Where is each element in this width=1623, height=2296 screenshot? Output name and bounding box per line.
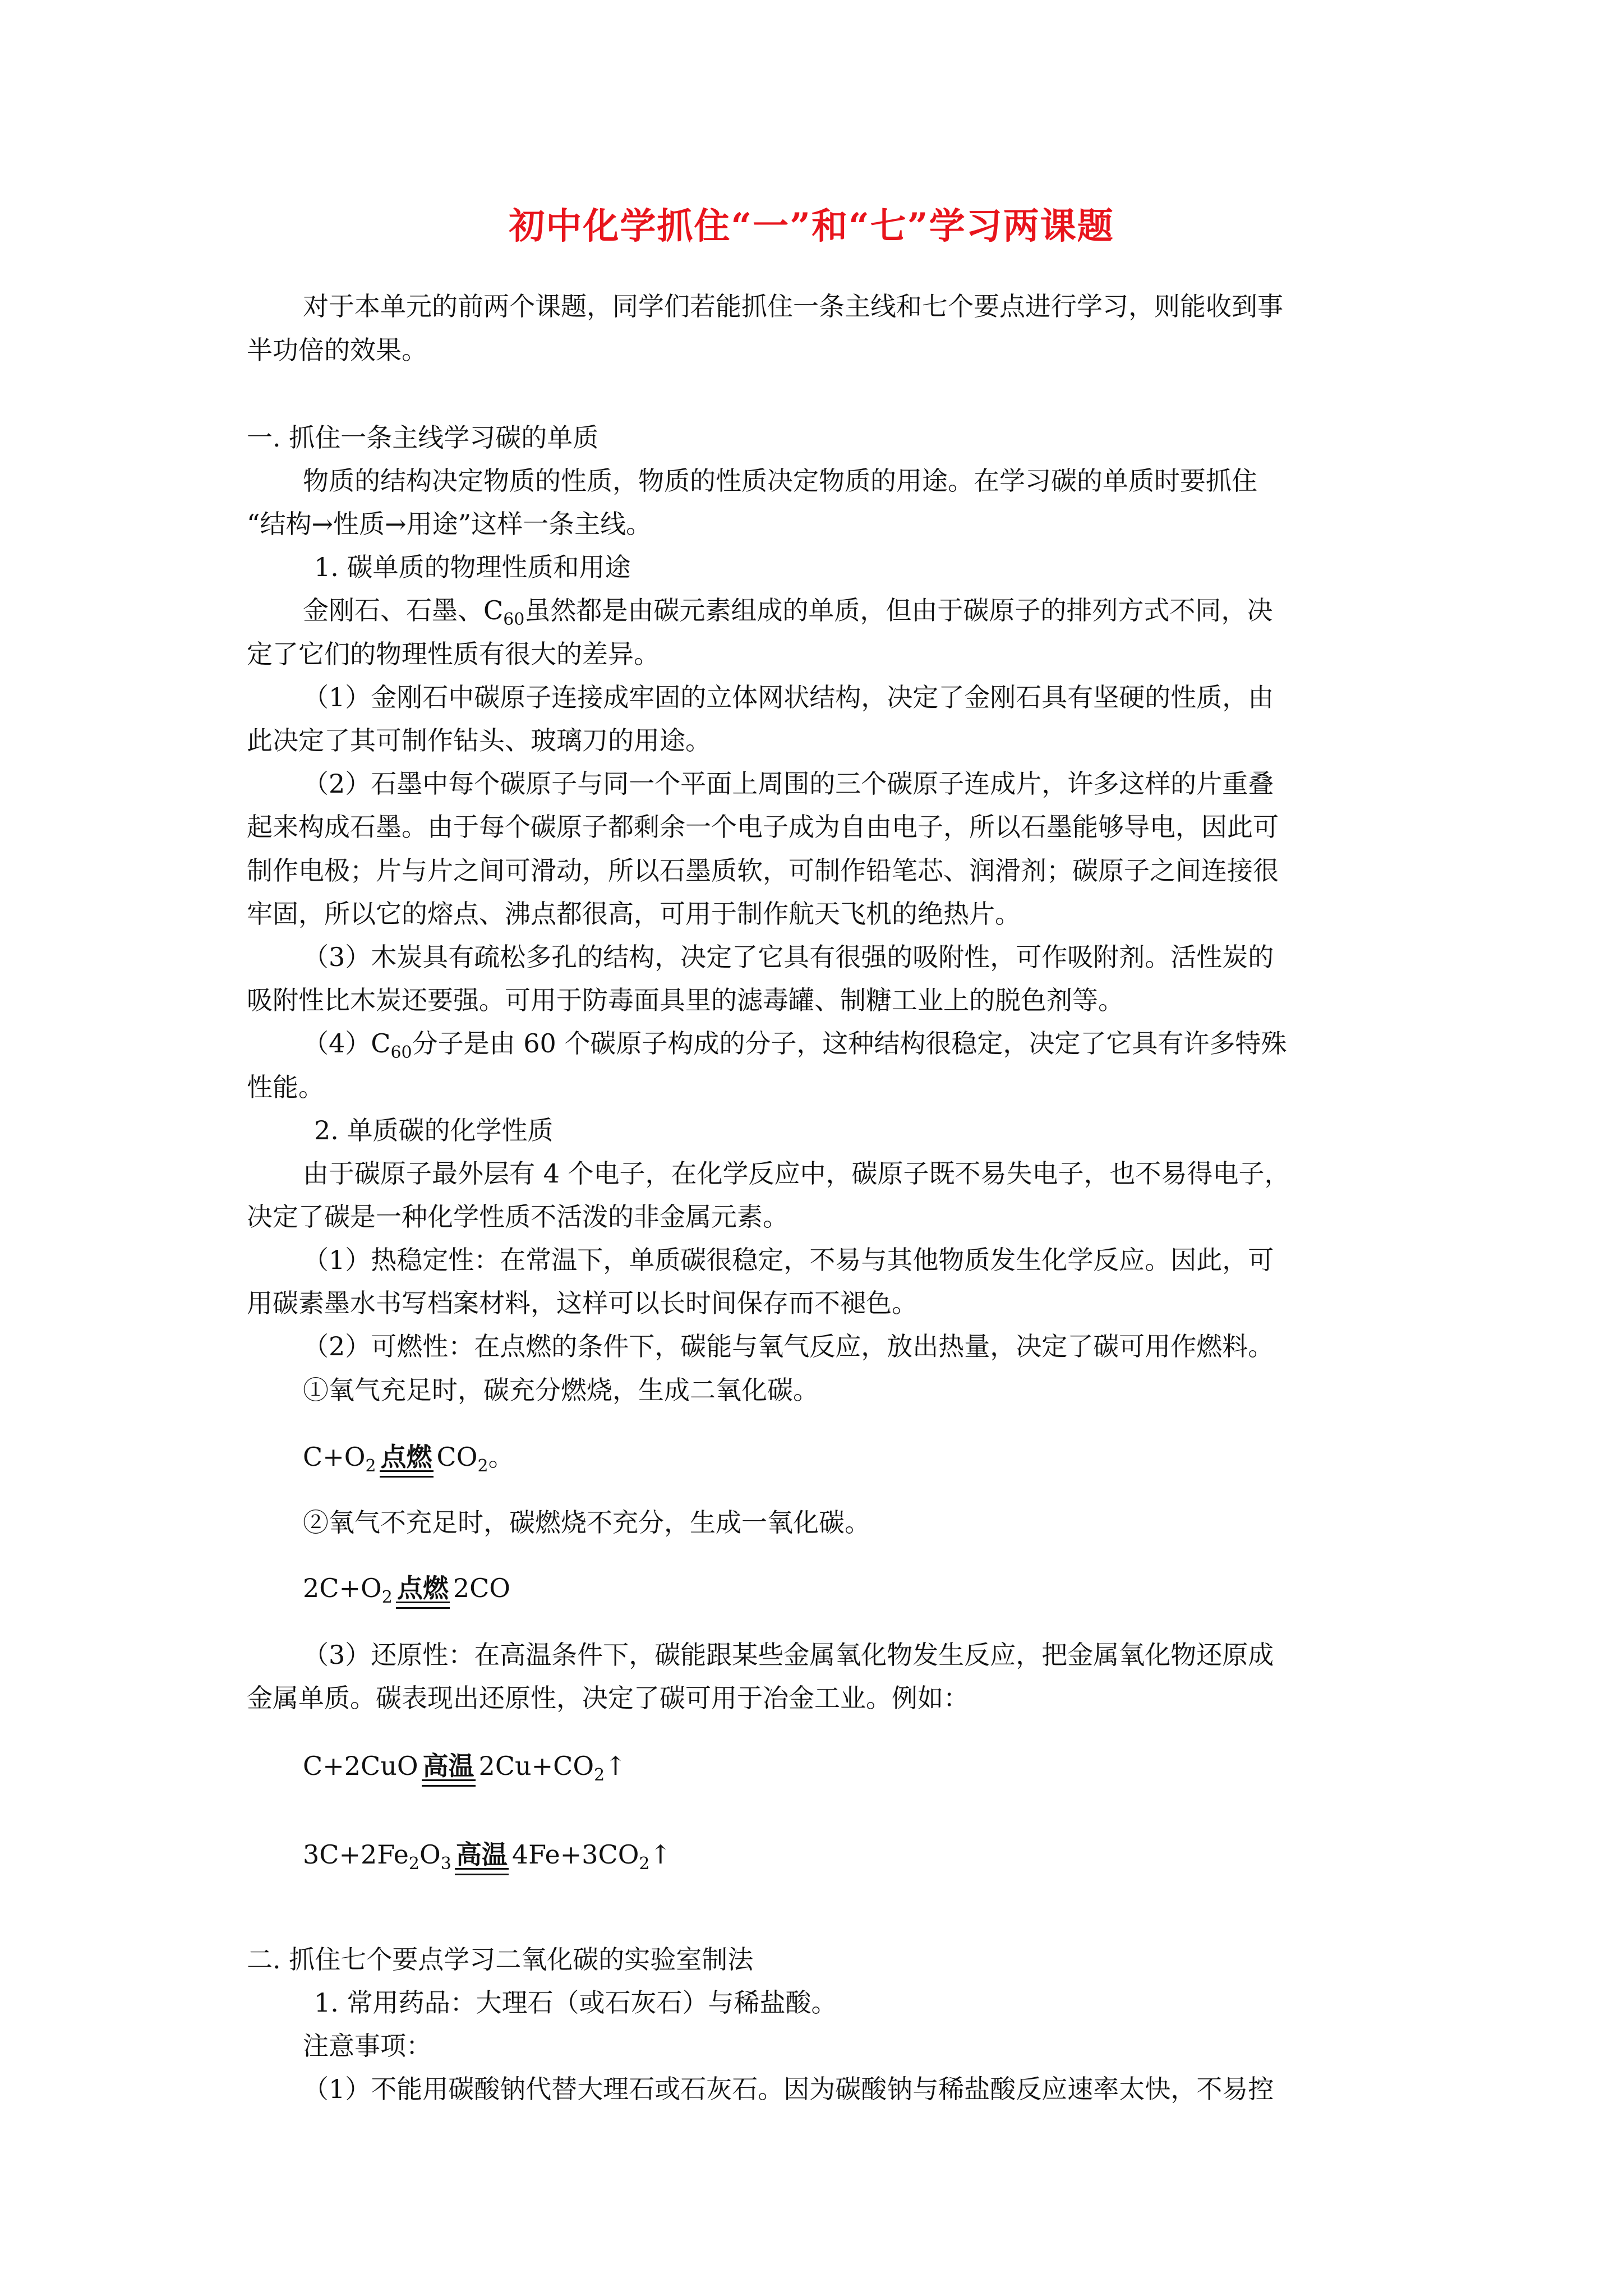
paragraph-line: $(4)C_{60}$分子是由 60 个碳原子构成的分子，这种结构很稳定，决定了它具有许多特殊 bbox=[303, 1028, 1287, 1062]
paragraph-line: （1）金刚石中碳原子连接成牢固的立体网状结构，决定了金刚石具有坚硬的性质，由 bbox=[303, 682, 1274, 712]
paragraph-line: 吸附性比木炭还要强。可用于防毒面具里的滤毒罐、制糖工业上的脱色剂等。 bbox=[247, 985, 1124, 1015]
paragraph-line: 由于碳原子最外层有 4 个电子，在化学反应中，碳原子既不易失电子，也不易得电子， bbox=[303, 1158, 1290, 1189]
section1-heading: 一. 抓住一条主线学习碳的单质 bbox=[247, 422, 599, 453]
subsection-heading: 1. 碳单质的物理性质和用途 bbox=[314, 552, 631, 582]
subsection-heading: 2. 单质碳的化学性质 bbox=[314, 1115, 554, 1145]
subsection-heading: 1. 常用药品：大理石（或石灰石）与稀盐酸。 bbox=[314, 1987, 837, 2018]
reaction-condition: 点燃 bbox=[396, 1573, 449, 1603]
chemical-equation: $2C+O_2$ 点燃 2CO bbox=[303, 1573, 510, 1607]
paragraph-line: （2）可燃性：在点燃的条件下，碳能与氧气反应，放出热量，决定了碳可用作燃料。 bbox=[303, 1331, 1274, 1361]
paragraph-line: 用碳素墨水书写档案材料，这样可以长时间保存而不褪色。 bbox=[247, 1288, 917, 1318]
paragraph-line: （2）石墨中每个碳原子与同一个平面上周围的三个碳原子连成片，许多这样的片重叠 bbox=[303, 769, 1274, 799]
paragraph-line: 物质的结构决定物质的性质，物质的性质决定物质的用途。在学习碳的单质时要抓住 bbox=[303, 466, 1257, 496]
paragraph-line: （3）木炭具有疏松多孔的结构，决定了它具有很强的吸附性，可作吸附剂。活性炭的 bbox=[303, 942, 1274, 972]
reaction-condition: 高温 bbox=[455, 1839, 508, 1870]
intro-line: 对于本单元的前两个课题，同学们若能抓住一条主线和七个要点进行学习，则能收到事 bbox=[303, 291, 1283, 321]
paragraph-line: 注意事项： bbox=[303, 2031, 432, 2061]
paragraph-line: 金属单质。碳表现出还原性，决定了碳可用于冶金工业。例如： bbox=[247, 1683, 969, 1713]
paragraph-line: 起来构成石墨。由于每个碳原子都剩余一个电子成为自由电子，所以石墨能够导电，因此可 bbox=[247, 812, 1279, 842]
paragraph-line: （3）还原性：在高温条件下，碳能跟某些金属氧化物发生反应，把金属氧化物还原成 bbox=[303, 1640, 1274, 1670]
paragraph-line: （1）热稳定性：在常温下，单质碳很稳定，不易与其他物质发生化学反应。因此，可 bbox=[303, 1245, 1274, 1275]
list-item: ②氧气不充足时，碳燃烧不充分，生成一氧化碳。 bbox=[303, 1507, 870, 1538]
reaction-condition: 高温 bbox=[422, 1751, 474, 1781]
paragraph-line: 牢固，所以它的熔点、沸点都很高，可用于制作航天飞机的绝热片。 bbox=[247, 899, 1021, 929]
chemical-equation: C+2CuO 高温 $2Cu+CO_2↑$ bbox=[303, 1751, 626, 1785]
list-item: ①氧气充足时，碳充分燃烧，生成二氧化碳。 bbox=[303, 1375, 819, 1405]
chemical-equation: $C+O_2$ 点燃 $CO_2$。 bbox=[303, 1442, 514, 1476]
section2-heading: 二. 抓住七个要点学习二氧化碳的实验室制法 bbox=[247, 1944, 754, 1975]
paragraph-line: “结构→性质→用途”这样一条主线。 bbox=[247, 509, 652, 539]
intro-line: 半功倍的效果。 bbox=[247, 335, 427, 365]
paragraph-line: 金刚石、石墨、$C_{60}$虽然都是由碳元素组成的单质，但由于碳原子的排列方式不同，决 bbox=[303, 595, 1273, 629]
chemical-equation: $3C+2Fe_2O_3$ 高温 $4Fe+3CO_2↑$ bbox=[303, 1839, 672, 1874]
paragraph-line: 性能。 bbox=[247, 1072, 324, 1102]
reaction-condition: 点燃 bbox=[380, 1442, 432, 1472]
document-title: 初中化学抓住“一”和“七”学习两课题 bbox=[509, 205, 1114, 247]
paragraph-line: 此决定了其可制作钻头、玻璃刀的用途。 bbox=[247, 725, 711, 756]
paragraph-line: 定了它们的物理性质有很大的差异。 bbox=[247, 639, 660, 669]
paragraph-line: 决定了碳是一种化学性质不活泼的非金属元素。 bbox=[247, 1202, 789, 1232]
paragraph-line: 制作电极；片与片之间可滑动，所以石墨质软，可制作铅笔芯、润滑剂；碳原子之间连接很 bbox=[247, 855, 1279, 886]
paragraph-line: （1）不能用碳酸钠代替大理石或石灰石。因为碳酸钠与稀盐酸反应速率太快，不易控 bbox=[303, 2074, 1274, 2104]
